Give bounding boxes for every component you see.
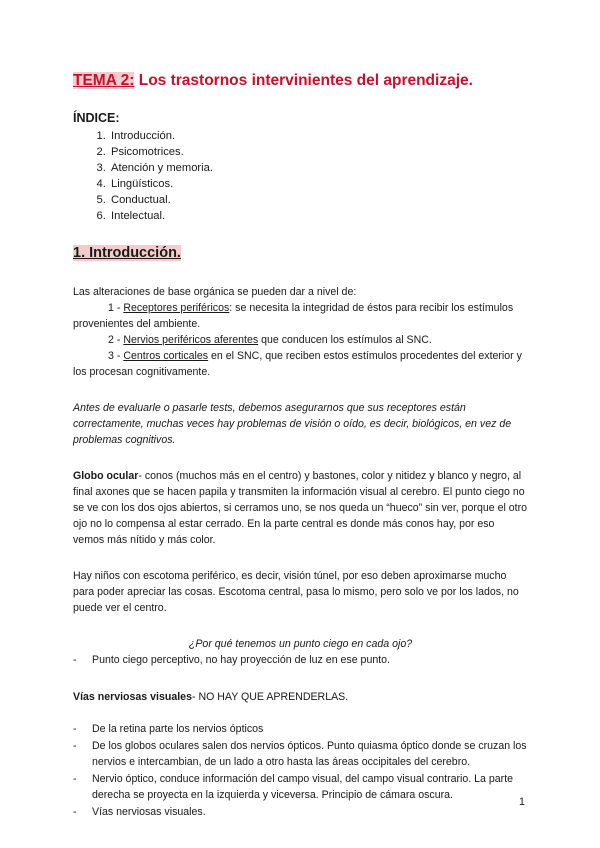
index-item: 4. Lingüísticos. — [109, 176, 528, 192]
page-number: 1 — [519, 796, 525, 808]
vias-paragraph: Vías nerviosas visuales- NO HAY QUE APRENDERLAS. — [73, 691, 349, 703]
index-list — [73, 128, 528, 224]
list-item: - De los globos oculares salen dos nervios ópticos. Punto quiasma óptico donde se cruzan los nervios e intercambian, de un lado a otro hasta las áreas occipitales del cerebro. — [73, 738, 528, 770]
level-item-3: 3 - Centros corticales en el SNC, que reciben estos estímulos procedentes del exterior y los procesan cognitivamente. — [73, 350, 522, 378]
section-heading-text: 1. Introducción. — [73, 245, 181, 261]
section-heading — [73, 242, 181, 264]
list-item: - Vías nerviosas visuales. — [73, 804, 528, 820]
vias-bullets — [73, 721, 528, 820]
list-item: - De la retina parte los nervios ópticos — [73, 721, 528, 737]
italic-note: Antes de evaluarle o pasarle tests, debemos asegurarnos que sus receptores están correctamente, muchas veces hay problemas de visión o oído, es decir, biológicos, en vez de problemas cognitivos. — [73, 402, 512, 446]
intro-paragraph: Las alteraciones de base orgánica se pueden dar a nivel de: — [73, 286, 357, 298]
index-item: 1. Introducción. — [109, 128, 528, 144]
page-content — [73, 70, 528, 821]
document-title — [73, 70, 528, 92]
index-item: 3. Atención y memoria. — [109, 160, 528, 176]
globo-ocular-label: Globo ocular — [73, 470, 139, 482]
index-item: 5. Conductual. — [109, 192, 528, 208]
title-tema: TEMA 2: — [73, 72, 135, 89]
level-item-1: 1 - Receptores periféricos: se necesita la integridad de éstos para recibir los estímulos provenientes del ambiente. — [73, 302, 514, 330]
question-line: ¿Por qué tenemos un punto ciego en cada ojo? — [188, 638, 413, 650]
question-bullets — [73, 652, 528, 668]
globo-ocular-paragraph: Globo ocular- conos (muchos más en el centro) y bastones, color y nitidez y blanco y negro, al final axones que se hacen papila y transmiten la información visual al cerebro. El punto ciego no se ve con los dos ojos abiertos, si cerramos uno, se nos queda un “hueco” sin ver, porque el otro ojo no lo compensa al estar cerrado. En la parte central es donde más conos hay, por eso vemos más nítido y más color. — [73, 470, 528, 546]
vias-label: Vías nerviosas visuales — [73, 691, 192, 703]
escotoma-paragraph: Hay niños con escotoma periférico, es decir, visión túnel, por eso deben aproximarse mucho para poder apreciar las cosas. Escotoma central, pasa lo mismo, pero solo ve por los lados, no puede ver el centro. — [73, 570, 519, 614]
title-text: Los trastornos intervinientes del aprendizaje. — [134, 72, 473, 89]
index-heading: ÍNDICE: — [73, 111, 120, 125]
list-item: - Nervio óptico, conduce información del campo visual, del campo visual contrario. La parte derecha se proyecta en la izquierda y viceversa. Principio de cámara oscura. — [73, 771, 528, 803]
index-item: 2. Psicomotrices. — [109, 144, 528, 160]
index-item: 6. Intelectual. — [109, 208, 528, 224]
level-item-2: 2 - Nervios periféricos aferentes que conducen los estímulos al SNC. — [108, 334, 432, 346]
list-item: - Punto ciego perceptivo, no hay proyección de luz en ese punto. — [73, 652, 528, 668]
